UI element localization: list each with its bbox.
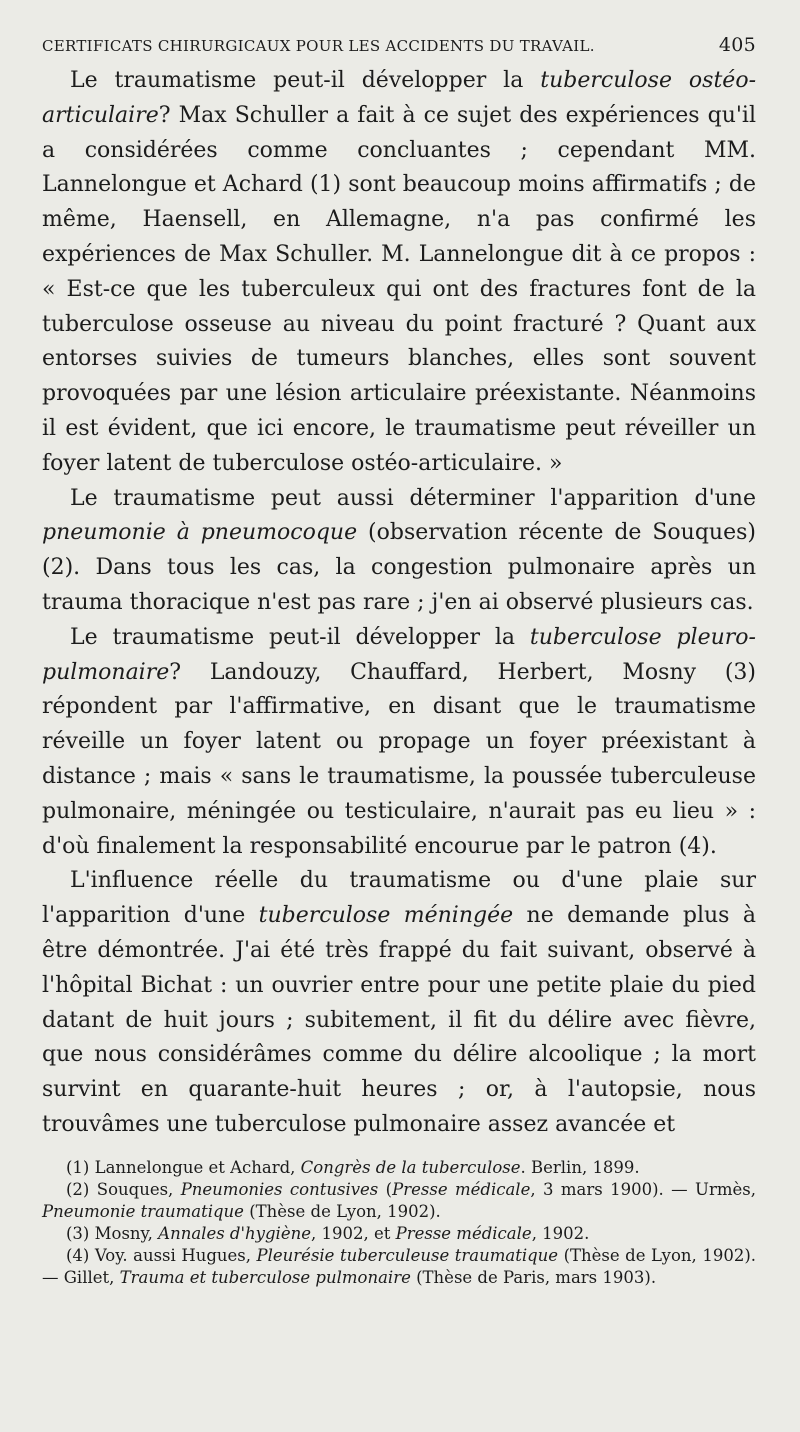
text-run: . Berlin, 1899.: [520, 1157, 640, 1177]
footnote: [42, 1223, 756, 1245]
footnote: [42, 1245, 756, 1289]
italic-text: Presse médicale: [392, 1179, 531, 1199]
paragraph: [42, 864, 756, 1142]
text-run: Le traumatisme peut-il développer la: [70, 624, 530, 650]
text-run: (2) Souques,: [66, 1179, 181, 1199]
running-head: [42, 34, 756, 56]
text-run: (observation récente de Souques) (2). Dans tous les cas, la congestion pulmonaire après un trauma thoracique n'est pas rare ; j'en ai observé plusieurs cas.: [42, 520, 756, 615]
italic-text: Pneumonie traumatique: [42, 1201, 244, 1221]
text-run: (4) Voy. aussi Hugues,: [66, 1245, 257, 1265]
running-title: CERTIFICATS CHIRURGICAUX POUR LES ACCIDENTS DU TRAVAIL.: [42, 37, 595, 55]
italic-text: tuberculose ostéo-articulaire: [42, 68, 756, 128]
footnotes: [42, 1157, 756, 1289]
page-number: 405: [718, 34, 756, 56]
text-run: , 3 mars 1900). — Urmès,: [530, 1179, 756, 1199]
paragraph: [42, 64, 756, 482]
text-run: L'influence réelle du traumatisme ou d'une plaie sur l'apparition d'une: [42, 868, 756, 929]
text-run: ne demande plus à être démontrée. J'ai été très frappé du fait suivant, observé à l'hôpital Bichat : un ouvrier entre pour une petite plaie du pied datant de huit jours ; subitement, il fit du délire avec fièvre, que nous considérâmes comme du délire alcoolique ; la mort survint en quarante-huit heures ; or, à l'autopsie, nous trouvâmes une tuberculose pulmonaire assez avancée et: [42, 903, 756, 1137]
text-run: (Thèse de Lyon, 1902).: [243, 1201, 441, 1221]
italic-text: Pleurésie tuberculeuse traumatique: [256, 1245, 559, 1265]
footnote: [42, 1179, 756, 1223]
paragraph: [42, 482, 756, 621]
text-run: (Thèse de Paris, mars 1903).: [410, 1267, 657, 1287]
italic-text: tuberculose pleuro-pulmonaire: [42, 624, 756, 685]
italic-text: Presse médicale: [395, 1223, 532, 1243]
text-run: (3) Mosny,: [66, 1223, 159, 1243]
text-run: (Thèse de Lyon, 1902). — Gillet,: [42, 1245, 756, 1287]
italic-text: tuberculose méningée: [258, 903, 514, 929]
italic-text: Annales d'hygiène: [158, 1223, 311, 1243]
italic-text: Trauma et tuberculose pulmonaire: [119, 1267, 411, 1287]
text-run: ? Landouzy, Chauffard, Herbert, Mosny (3) répondent par l'affirmative, en disant que le traumatisme réveille un foyer latent ou propage un foyer préexistant à distance ; mais « sans le traumatisme, la poussée tuberculeuse pulmonaire, méningée ou testiculaire, n'aurait pas eu lieu » : d'où finalement la responsabilité encourue par le patron (4).: [42, 659, 756, 859]
paragraph: [42, 621, 756, 865]
text-run: (1) Lannelongue et Achard,: [66, 1157, 301, 1177]
footnote: [42, 1157, 756, 1179]
italic-text: pneumonie à pneumocoque: [42, 520, 358, 546]
text-run: ? Max Schuller a fait à ce sujet des expériences qu'il a considérées comme concluantes ; cependant MM. Lannelongue et Achard (1) sont beaucoup moins affirmatifs ; de même, Haensell, en Allemagne, n'a pas confirmé les expériences de Max Schuller. M. Lannelongue dit à ce propos : « Est-ce que les tuberculeux qui ont des fractures font de la tuberculose osseuse au niveau du point fracturé ? Quant aux entorses suivies de tumeurs blanches, elles sont souvent provoquées par une lésion articulaire préexistante. Néanmoins il est évident, que ici encore, le traumatisme peut réveiller un foyer latent de tuberculose ostéo-articulaire. »: [42, 102, 756, 476]
body-text: [42, 64, 756, 1143]
text-run: (: [378, 1179, 393, 1199]
italic-text: Congrès de la tuberculose: [300, 1157, 521, 1177]
text-run: , 1902.: [531, 1223, 590, 1243]
text-run: Le traumatisme peut aussi déterminer l'apparition d'une: [70, 485, 756, 511]
text-run: Le traumatisme peut-il développer la: [70, 68, 541, 93]
italic-text: Pneumonies contusives: [180, 1179, 379, 1199]
text-run: , 1902, et: [310, 1223, 396, 1243]
